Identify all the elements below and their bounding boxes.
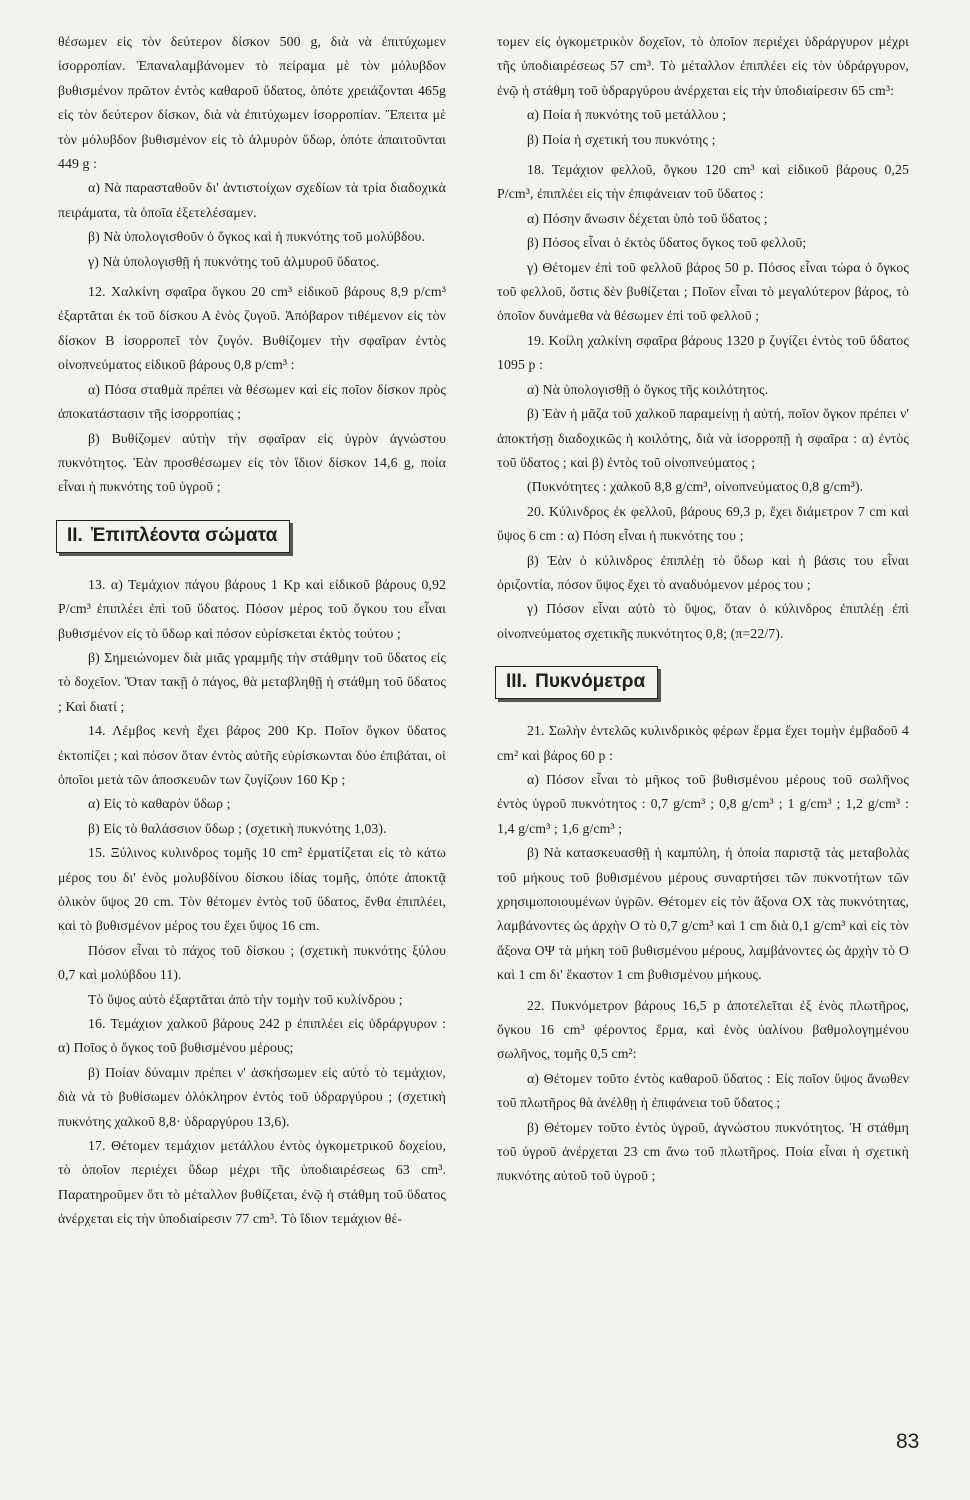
paragraph: β) Ἐὰν ὁ κύλινδρος ἐπιπλέῃ τὸ ὕδωρ καὶ ἡ βάσις του εἶναι ὁριζοντία, πόσον ὕψος ἔχει τὸ αναδυόμενον μέρος του ; <box>497 552 909 592</box>
section-title: Πυκνόμετρα <box>535 671 646 693</box>
section-title: Ἐπιπλέοντα σώματα <box>90 524 278 546</box>
paragraph: γ) Πόσον εἶναι αὐτὸ τὸ ὕψος, ὅταν ὁ κύλινδρος ἐπιπλέῃ ἐπὶ οἰνοπνεύματος σχετικῆς πυκνότητος 0,8; (π=22/7). <box>497 601 909 641</box>
section-number: II. <box>67 524 83 546</box>
paragraph: γ) Θέτομεν ἐπὶ τοῦ φελλοῦ βάρος 50 p. Πόσος εἶναι τώρα ὁ ὄγκος τοῦ φελλοῦ, ὅστις δὲν βυθίζεται ; Ποῖον εἶναι τὸ μεγαλύτερον βάρος, τὸ ὁποῖον δυνάμεθα νὰ θέσωμεν ἐπὶ τοῦ φελλοῦ ; <box>497 259 909 324</box>
exercise-18: 18. Τεμάχιον φελλοῦ, ὄγκου 120 cm³ καὶ εἰδικοῦ βάρους 0,25 P/cm³, ἐπιπλέει εἰς τὴν ἐπιφάνειαν τοῦ ὕδατος : <box>497 162 909 202</box>
exercise-19: 19. Κοίλη χαλκίνη σφαῖρα βάρους 1320 p ζυγίζει ἐντὸς τοῦ ὕδατος 1095 p : <box>497 332 909 373</box>
left-column <box>58 30 446 1232</box>
paragraph: α) Νὰ παρασταθοῦν δι' ἀντιστοίχων σχεδίων τὰ τρία διαδοχικὰ πειράματα, τὰ ὁποῖα ἐξετελέσαμεν. <box>58 180 446 220</box>
paragraph: α) Πόσην ἄνωσιν δέχεται ὑπὸ τοῦ ὕδατος ; <box>527 210 768 226</box>
exercise-22: 22. Πυκνόμετρον βάρους 16,5 p ἀποτελεῖται ἐξ ἑνὸς πλωτῆρος, ὄγκου 16 cm³ φέροντος ἕρμα, καὶ ἑνὸς ὑαλίνου βαθμολογημένου σωλῆνος, τομῆς 0,5 cm²: <box>497 997 909 1062</box>
exercise-20: 20. Κύλινδρος ἐκ φελλοῦ, βάρους 69,3 p, ἔχει διάμετρον 7 cm καὶ ὕψος 6 cm : α) Πόση εἶναι ἡ πυκνότης του ; <box>497 503 909 544</box>
exercise-16: 16. Τεμάχιον χαλκοῦ βάρους 242 p ἐπιπλέει εἰς ὑδράργυρον : α) Ποῖος ὁ ὄγκος τοῦ βυθισμένου μέρους; <box>58 1016 446 1056</box>
page-number: 83 <box>896 1430 920 1453</box>
paragraph: γ) Νὰ ὑπολογισθῇ ἡ πυκνότης τοῦ ἁλμυροῦ ὕδατος. <box>88 253 380 269</box>
paragraph: τομεν εἰς ὀγκομετρικὸν δοχεῖον, τὸ ὁποῖον περιέχει ὑδράργυρον μέχρι τῆς ὑποδιαιρέσεως 57 cm³. Τὸ μέταλλον ἐπιπλέει εἰς τὸν ὑδράργυρον, ἐνῷ ἡ στάθμη τοῦ ὑδραργύρου ἀνέρχεται εἰς τὴν ὑποδιαίρεσιν 65 cm³: <box>497 34 909 98</box>
paragraph: α) Θέτομεν τοῦτο ἐντὸς καθαροῦ ὕδατος : Εἰς ποῖον ὕψος ἄνωθεν τοῦ πλωτῆρος θὰ ἀνέλθῃ ἡ ἐπιφάνεια τοῦ ὕδατος ; <box>497 1070 909 1111</box>
paragraph: (Πυκνότητες : χαλκοῦ 8,8 g/cm³, οἰνοπνεύματος 0,8 g/cm³). <box>527 479 864 495</box>
right-column <box>497 30 909 1189</box>
paragraph: Πόσον εἶναι τὸ πάχος τοῦ δίσκου ; (σχετικὴ πυκνότης ξύλου 0,7 καὶ μολύβδου 11). <box>58 942 446 983</box>
exercise-17: 17. Θέτομεν τεμάχιον μετάλλου ἐντὸς ὀγκομετρικοῦ δοχείου, τὸ ὁποῖον περιέχει ὕδωρ μέχρι τῆς ὑποδιαιρέσεως 63 cm³. Παρατηροῦμεν ὅτι τὸ μέταλλον βυθίζεται, ἐνῷ ἡ στάθμη τοῦ ὕδατος ἀνέρχεται εἰς τὴν ὑποδιαίρεσιν 77 cm³. Τὸ ἴδιον τεμάχιον θέ- <box>58 1138 446 1227</box>
paragraph: α) Νὰ ὑπολογισθῇ ὁ ὄγκος τῆς κοιλότητος. <box>527 381 769 397</box>
exercise-12: 12. Χαλκίνη σφαῖρα ὄγκου 20 cm³ εἰδικοῦ βάρους 8,9 p/cm³ ἐξαρτᾶται ἐκ τοῦ δίσκου Α ἑνὸς ζυγοῦ. Ἀπόβαρον τιθέμενον εἰς τὸν δίσκον Β ἰσορροπεῖ τὸν ζυγόν. Βυθίζομεν τὴν σφαῖραν ἐντὸς οἰνοπνεύματος εἰδικοῦ βάρους 0,8 p/cm³ : <box>58 284 446 373</box>
paragraph: β) Σημειώνομεν διὰ μιᾶς γραμμῆς τὴν στάθμην τοῦ ὕδατος εἰς τὸ δοχεῖον. Ὅταν τακῇ ὁ πάγος, θὰ μεταβληθῇ ἡ στάθμη τοῦ ὕδατος ; Καὶ διατί ; <box>58 649 446 714</box>
exercise-21: 21. Σωλὴν ἐντελῶς κυλινδρικὸς φέρων ἕρμα ἔχει τομὴν ἐμβαδοῦ 4 cm² καὶ βάρος 60 p : <box>497 723 909 763</box>
section-heading-iii <box>495 666 658 699</box>
paragraph: β) Θέτομεν τοῦτο ἐντὸς ὑγροῦ, ἀγνώστου πυκνότητος. Ἡ στάθμη τοῦ ὑγροῦ ἀνέρχεται 23 cm ἄνω τοῦ πλωτῆρος. Ποία εἶναι ἡ σχετικὴ πυκνότης αὐτοῦ τοῦ ὑγροῦ ; <box>497 1119 909 1184</box>
paragraph: α) Πόσον εἶναι τὸ μῆκος τοῦ βυθισμένου μέρους τοῦ σωλῆνος ἐντὸς ὑγροῦ πυκνότητος : 0,7 g/cm³ ; 0,8 g/cm³ ; 1 g/cm³ ; 1,2 g/cm³ : 1,4 g/cm³ ; 1,6 g/cm³ ; <box>497 771 909 836</box>
exercise-14: 14. Λέμβος κενὴ ἔχει βάρος 200 Kp. Ποῖον ὄγκον ὕδατος ἐκτοπίζει ; καὶ πόσον ὅταν ἐντὸς αὐτῆς εὑρίσκωνται δύο ἐπιβάται, οἱ ὁποῖοι μετὰ τῶν ἀποσκευῶν των ζυγίζουν 160 Kp ; <box>58 723 446 787</box>
paragraph: β) Νὰ κατασκευασθῇ ἡ καμπύλη, ἡ ὁποία παριστᾷ τὰς μεταβολὰς τοῦ μήκους τοῦ βυθισμένου μέρους συναρτήσει τῶν πυκνοτήτων τῶν χρησιμοποιουμένων ὑγρῶν. Θέτομεν εἰς τὸν ἄξονα ΟΧ τὰς πυκνότητας, λαμβάνοντες ὡς ἀρχὴν Ο τὸ 0,7 g/cm³ καὶ 1 cm διὰ 0,1 g/cm³ καὶ εἰς τὸν ἄξονα ΟΨ τὰ μήκη τοῦ βυθισμένου μέρους, λαμβάνοντες ὡς ἀρχὴν τὸ Ο καὶ 1 cm δι' ἕκαστον 1 cm βυθισμένου μήκους. <box>497 845 909 983</box>
section-heading-ii <box>56 520 290 553</box>
paragraph: β) Ποία ἡ σχετική του πυκνότης ; <box>527 131 716 147</box>
exercise-13: 13. α) Τεμάχιον πάγου βάρους 1 Kp καὶ εἰδικοῦ βάρους 0,92 P/cm³ ἐπιπλέει ἐπὶ τοῦ ὕδατος. Πόσον μέρος τοῦ ὄγκου του εἶναι βυθισμένον εἰς τὸ ὕδωρ καὶ πόσον εὑρίσκεται ἐκτὸς τούτου ; <box>58 576 446 641</box>
exercise-15: 15. Ξύλινος κυλινδρος τομῆς 10 cm² ἑρματίζεται εἰς τὸ κάτω μέρος του δι' ἑνὸς μολυβδίνου δίσκου ἰδίας τομῆς, ὁπότε ἀποκτᾷ ὁλικὸν ὕψος 20 cm. Τὸν θέτομεν ἐντὸς τοῦ ὕδατος, ἔνθα ἐπιπλέει, καὶ τὸ βυθισμένον μέρος του ἔχει ὕψος 16 cm. <box>58 845 446 934</box>
paragraph: β) Ἐὰν ἡ μᾶζα τοῦ χαλκοῦ παραμείνῃ ἡ αὐτή, ποῖον ὄγκον πρέπει ν' ἀποκτήσῃ διαδοχικῶς ἡ κοιλότης, διὰ νὰ ἰσορροπῇ ἡ σφαῖρα : α) ἐντὸς τοῦ ὕδατος ; καὶ β) ἐντὸς τοῦ οἰνοπνεύματος ; <box>497 406 909 470</box>
paragraph: β) Ποίαν δύναμιν πρέπει ν' ἀσκήσωμεν εἰς αὐτὸ τὸ τεμάχιον, διὰ νὰ τὸ βυθίσωμεν ὁλόκληρον ἐντὸς τοῦ ὑδραργύρου ; (σχετικὴ πυκνότης χαλκοῦ 8,8· ὑδραργύρου 13,6). <box>58 1064 446 1129</box>
paragraph: Τὸ ὕψος αὐτὸ ἐξαρτᾶται ἀπὸ τὴν τομὴν τοῦ κυλίνδρου ; <box>88 991 403 1007</box>
paragraph: α) Πόσα σταθμὰ πρέπει νὰ θέσωμεν καὶ εἰς ποῖον δίσκον πρὸς ἀποκατάστασιν τῆς ἰσορροπίας ; <box>58 381 446 422</box>
paragraph: α) Ποία ἡ πυκνότης τοῦ μετάλλου ; <box>527 107 727 123</box>
paragraph: β) Νὰ ὑπολογισθοῦν ὁ ὄγκος καὶ ἡ πυκνότης τοῦ μολύβδου. <box>88 229 425 245</box>
paragraph: α) Εἰς τὸ καθαρὸν ὕδωρ ; <box>88 796 231 812</box>
paragraph: β) Βυθίζομεν αὐτὴν τὴν σφαῖραν εἰς ὑγρὸν ἀγνώστου πυκνότητος. Ἐὰν προσθέσωμεν εἰς τὸν ἴδιον δίσκον 14,6 g, ποία εἶναι ἡ πυκνότης τοῦ ὑγροῦ ; <box>58 430 446 495</box>
section-number: III. <box>506 671 528 693</box>
paragraph: β) Πόσος εἶναι ὁ ἐκτὸς ὕδατος ὄγκος τοῦ φελλοῦ; <box>527 235 807 251</box>
paragraph: θέσωμεν εἰς τὸν δεύτερον δίσκον 500 g, διὰ νὰ ἐπιτύχωμεν ἰσορροπίαν. Ἐπαναλαμβάνομεν τὸ πείραμα μὲ τὸν μόλυβδον βυθισμένον πρῶτον ἐντὸς καθαροῦ ὕδατος, ὁπότε χρειάζονται 465g εἰς τὸν δεύτερον δίσκον, διὰ νὰ ἐπιτύχωμεν ἰσορροπίαν. Ἔπειτα μὲ τὸν μόλυβδον βυθισμένον εἰς τὸ ἁλμυρὸν ὕδωρ, ὁπότε ἀπαιτοῦνται 449 g : <box>58 34 446 172</box>
paragraph: β) Εἰς τὸ θαλάσσιον ὕδωρ ; (σχετικὴ πυκνότης 1,03). <box>88 820 387 836</box>
